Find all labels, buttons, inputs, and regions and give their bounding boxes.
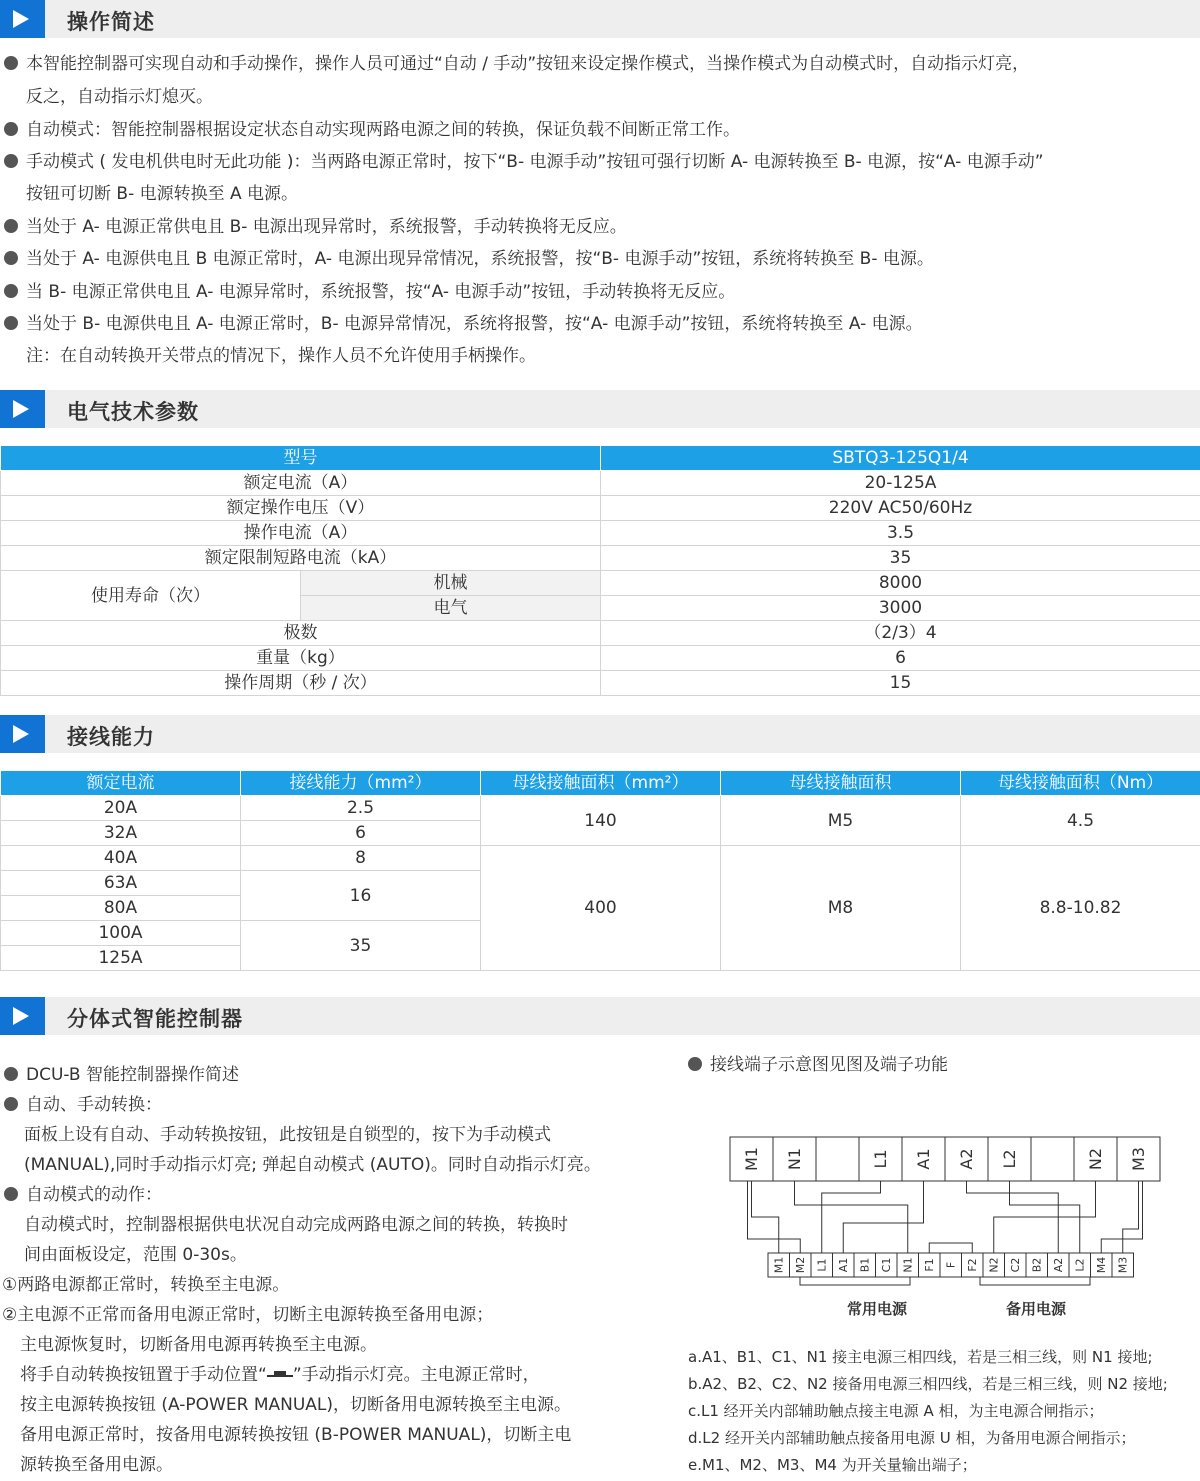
bottom-terminal-label: B2 (1030, 1258, 1043, 1273)
current-cell: 125A (1, 946, 241, 971)
bottom-terminal-label: M3 (1116, 1257, 1129, 1274)
bottom-terminal-label: N2 (987, 1257, 1000, 1272)
wire (843, 1181, 923, 1253)
bullet-icon (4, 122, 18, 136)
terminal-diagram-title: 接线端子示意图见图及端子功能 (688, 1049, 948, 1081)
bullet-icon (4, 219, 18, 233)
area-cell: 400 (481, 846, 721, 971)
table-header-cell: 母线接触面积 (721, 771, 961, 796)
table-header-cell: 接线能力（mm²） (241, 771, 481, 796)
table-row (1, 846, 1200, 871)
table-header-cell: SBTQ3-125Q1/4 (601, 446, 1200, 471)
play-icon (0, 0, 45, 38)
current-cell: 32A (1, 821, 241, 846)
param-value: （2/3）4 (601, 621, 1200, 646)
wire (822, 1181, 881, 1253)
controller-text: 源转换至备用电源。 (20, 1449, 173, 1481)
controller-text: (MANUAL),同时手动指示灯亮; 弹起自动模式 (AUTO)。同时自动指示灯亮。 (24, 1149, 601, 1181)
table-header-row (1, 446, 1200, 471)
table-row (1, 796, 1200, 821)
param-sublabel: 电气 (301, 596, 601, 621)
bottom-terminal-block (768, 1253, 1134, 1277)
param-label: 极数 (1, 621, 601, 646)
operation-item: 本智能控制器可实现自动和手动操作，操作人员可通过“自动 / 手动”按钮来设定操作模式，当操作模式为自动模式时，自动指示灯亮， (4, 48, 1029, 80)
terminal-note: b.A2、B2、C2、N2 接备用电源三相四线，若是三相三线，则 N2 接地; (688, 1371, 1168, 1397)
section-header-wiring (0, 715, 1200, 753)
switch-symbol-icon (267, 1369, 293, 1381)
bottom-terminal-label: C2 (1009, 1258, 1022, 1273)
section-header-operation (0, 0, 1200, 38)
play-icon (0, 715, 45, 753)
bottom-terminal-label: M2 (794, 1257, 807, 1274)
table-row (1, 521, 1200, 546)
top-terminal-label: L2 (1000, 1149, 1019, 1168)
param-label: 额定电流（A） (1, 471, 601, 496)
bottom-terminal-label: A1 (837, 1258, 850, 1273)
bottom-terminal-label: M4 (1095, 1257, 1108, 1274)
table-header-cell: 母线接触面积（Nm） (961, 771, 1200, 796)
play-icon (0, 390, 45, 428)
controller-item: DCU-B 智能控制器操作简述 (4, 1059, 239, 1091)
torque-cell: 8.8-10.82 (961, 846, 1200, 971)
bolt-cell: M8 (721, 846, 961, 971)
bullet-icon (4, 251, 18, 265)
param-value: 8000 (601, 571, 1200, 596)
controller-text: 面板上设有自动、手动转换按钮，此按钮是自锁型的，按下为手动模式 (24, 1119, 551, 1151)
terminal-note: a.A1、B1、C1、N1 接主电源三相四线，若是三相三线，则 N1 接地; (688, 1344, 1153, 1370)
wire (1123, 1181, 1139, 1253)
bottom-terminal-label: F2 (966, 1258, 979, 1271)
table-row (1, 471, 1200, 496)
param-value: 3.5 (601, 521, 1200, 546)
param-value: 20-125A (601, 471, 1200, 496)
bottom-terminal-label: N1 (901, 1257, 914, 1272)
play-icon (0, 997, 45, 1035)
bullet-icon (4, 1187, 18, 1201)
controller-text: 按主电源转换按钮 (A-POWER MANUAL)，切断备用电源转换至主电源。 (20, 1389, 571, 1421)
top-terminal-label: A1 (914, 1148, 933, 1169)
table-header-row (1, 771, 1200, 796)
param-label: 操作电流（A） (1, 521, 601, 546)
top-terminal-label: N1 (785, 1148, 804, 1170)
param-label: 额定限制短路电流（kA） (1, 546, 601, 571)
bullet-icon (4, 316, 18, 330)
param-label: 操作周期（秒 / 次） (1, 671, 601, 696)
table-header-cell: 母线接触面积（mm²） (481, 771, 721, 796)
bullet-icon (4, 284, 18, 298)
table-row (1, 646, 1200, 671)
bottom-terminal-label: L1 (815, 1258, 828, 1271)
capacity-cell: 2.5 (241, 796, 481, 821)
operation-item: 当处于 B- 电源供电且 A- 电源正常时，B- 电源异常情况，系统将报警，按“A- 电源手动”按钮，系统将转换至 A- 电源。 (4, 308, 923, 340)
controller-item: 自动、手动转换： (4, 1089, 162, 1121)
table-row (1, 671, 1200, 696)
section-title: 分体式智能控制器 (67, 1003, 243, 1033)
param-value: 15 (601, 671, 1200, 696)
bottom-terminal-label: C1 (880, 1258, 893, 1273)
section-title: 操作简述 (67, 6, 155, 36)
wire (795, 1181, 908, 1253)
power-brackets (800, 1277, 1090, 1285)
wire (752, 1181, 779, 1253)
capacity-cell: 6 (241, 821, 481, 846)
operation-item: 手动模式 ( 发电机供电时无此功能 )：当两路电源正常时，按下“B- 电源手动”按钮可强行切断 A- 电源转换至 B- 电源，按“A- 电源手动” (4, 146, 1044, 178)
table-row (1, 496, 1200, 521)
param-value: 6 (601, 646, 1200, 671)
table-row (1, 546, 1200, 571)
bullet-icon (4, 1067, 18, 1081)
controller-text: ②主电源不正常而备用电源正常时，切断主电源转换至备用电源； (2, 1299, 493, 1331)
electrical-params-table (0, 445, 1200, 696)
bottom-terminal-label: B1 (858, 1258, 871, 1273)
operation-item: 当 B- 电源正常供电且 A- 电源异常时，系统报警，按“A- 电源手动”按钮，手动转换将无反应。 (4, 276, 735, 308)
bolt-cell: M5 (721, 796, 961, 846)
backup-power-label: 备用电源 (1006, 1300, 1067, 1318)
wires (748, 1181, 1143, 1253)
table-header-cell: 额定电流 (1, 771, 241, 796)
top-terminal-label: A2 (957, 1148, 976, 1169)
controller-text: 自动模式时，控制器根据供电状况自动完成两路电源之间的转换，转换时 (24, 1209, 568, 1241)
param-value: 35 (601, 546, 1200, 571)
param-label: 使用寿命（次） (1, 571, 301, 621)
bottom-terminal-label: F (944, 1262, 957, 1268)
current-cell: 20A (1, 796, 241, 821)
operation-item-cont: 反之，自动指示灯熄灭。 (26, 81, 213, 113)
capacity-cell: 35 (241, 921, 481, 971)
bullet-icon (4, 1097, 18, 1111)
table-row (1, 571, 1200, 596)
param-label: 额定操作电压（V） (1, 496, 601, 521)
current-cell: 100A (1, 921, 241, 946)
top-terminal-label: M1 (742, 1147, 761, 1171)
wiring-capacity-table (0, 770, 1200, 971)
section-title: 接线能力 (67, 721, 155, 751)
table-header-cell: 型号 (1, 446, 601, 471)
torque-cell: 4.5 (961, 796, 1200, 846)
section-header-controller (0, 997, 1200, 1035)
operation-item: 当处于 A- 电源供电且 B 电源正常时，A- 电源出现异常情况，系统报警，按“B- 电源手动”按钮，系统将转换至 B- 电源。 (4, 243, 934, 275)
section-title: 电气技术参数 (67, 396, 199, 426)
top-terminal-label: L1 (871, 1149, 890, 1168)
terminal-wiring-diagram (700, 1125, 1180, 1340)
operation-item-cont: 按钮可切断 B- 电源转换至 A 电源。 (26, 178, 298, 210)
bottom-terminal-label: F1 (923, 1258, 936, 1271)
section-header-electrical (0, 390, 1200, 428)
area-cell: 140 (481, 796, 721, 846)
controller-text: 主电源恢复时，切断备用电源再转换至主电源。 (20, 1329, 377, 1361)
terminal-note: c.L1 经开关内部辅助触点接主电源 A 相，为主电源合闸指示； (688, 1398, 1103, 1424)
controller-text: 备用电源正常时，按备用电源转换按钮 (B-POWER MANUAL)，切断主电 (20, 1419, 571, 1451)
param-value: 220V AC50/60Hz (601, 496, 1200, 521)
top-terminal-block (730, 1137, 1160, 1181)
terminal-note: d.L2 经开关内部辅助触点接备用电源 U 相，为备用电源合闸指示； (688, 1425, 1135, 1451)
wire (929, 1243, 972, 1253)
current-cell: 80A (1, 896, 241, 921)
controller-text: 将手自动转换按钮置于手动位置“ ”手动指示灯亮。主电源正常时， (20, 1359, 540, 1391)
operation-note: 注：在自动转换开关带点的情况下，操作人员不允许使用手柄操作。 (26, 340, 536, 372)
bottom-terminal-label: A2 (1052, 1258, 1065, 1273)
current-cell: 40A (1, 846, 241, 871)
wire (1101, 1181, 1142, 1253)
top-terminal-cell (1031, 1137, 1074, 1181)
bullet-icon (4, 154, 18, 168)
controller-text: 间由面板设定，范围 0-30s。 (24, 1239, 247, 1271)
capacity-cell: 8 (241, 846, 481, 871)
param-value: 3000 (601, 596, 1200, 621)
top-terminal-label: M3 (1129, 1147, 1148, 1171)
operation-item: 自动模式：智能控制器根据设定状态自动实现两路电源之间的转换，保证负载不间断正常工作。 (4, 114, 740, 146)
bottom-terminal-label: M1 (772, 1257, 785, 1274)
param-sublabel: 机械 (301, 571, 601, 596)
terminal-note: e.M1、M2、M3、M4 为开关量输出端子； (688, 1452, 977, 1478)
current-cell: 63A (1, 871, 241, 896)
param-label: 重量（kg） (1, 646, 601, 671)
table-row (1, 621, 1200, 646)
top-terminal-label: N2 (1086, 1148, 1105, 1170)
bottom-terminal-label: L2 (1073, 1258, 1086, 1271)
controller-text: ①两路电源都正常时，转换至主电源。 (2, 1269, 289, 1301)
bullet-icon (4, 56, 18, 70)
operation-item: 当处于 A- 电源正常供电且 B- 电源出现异常时，系统报警，手动转换将无反应。 (4, 211, 627, 243)
controller-item: 自动模式的动作： (4, 1179, 162, 1211)
bullet-icon (688, 1057, 702, 1071)
capacity-cell: 16 (241, 871, 481, 921)
top-terminal-cell (816, 1137, 859, 1181)
main-power-label: 常用电源 (847, 1300, 908, 1318)
